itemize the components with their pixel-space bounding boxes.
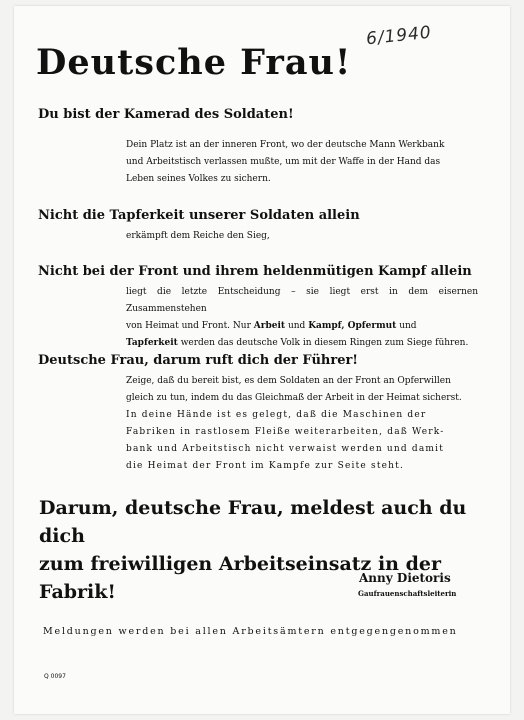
section1-line: Leben seines Volkes zu sichern. bbox=[126, 174, 271, 184]
section3-text bbox=[126, 284, 478, 352]
section4-line: bank und Arbeitstisch nicht verwaist werden und damit bbox=[126, 444, 445, 454]
section4-line: Zeige, daß du bereit bist, es dem Soldaten an der Front an Opferwillen bbox=[126, 376, 451, 386]
section1-text bbox=[126, 137, 478, 188]
section3-heading: Nicht bei der Front und ihrem heldenmütigen Kampf allein bbox=[38, 264, 472, 279]
section3-line: liegt die letzte Entscheidung – sie liegt erst in dem eisernen Zusammenstehen bbox=[126, 287, 478, 314]
section2-text: erkämpft dem Reiche den Sieg, bbox=[126, 231, 270, 241]
text-segment: von Heimat und Front. Nur bbox=[126, 321, 251, 331]
signature-role: Gaufrauenschaftsleiterin bbox=[358, 589, 457, 598]
handwritten-annotation: 6/1940 bbox=[365, 22, 433, 50]
emphasis-text: Tapferkeit bbox=[126, 338, 178, 348]
section4-line: Fabriken in rastlosem Fleiße weiterarbeiten, daß Werk- bbox=[126, 427, 445, 437]
signature-name: Anny Dietoris bbox=[359, 571, 451, 585]
callout-line: Darum, deutsche Frau, meldest auch du dich bbox=[39, 497, 467, 547]
section3-line bbox=[126, 318, 478, 335]
section1-heading: Du bist der Kamerad des Soldaten! bbox=[38, 107, 294, 122]
section4-heading: Deutsche Frau, darum ruft dich der Führer! bbox=[38, 353, 359, 368]
section4-text bbox=[126, 373, 478, 475]
emphasis-text: Arbeit bbox=[253, 321, 286, 331]
section4-line: gleich zu tun, indem du das Gleichmaß der Arbeit in der Heimat sicherst. bbox=[126, 393, 462, 403]
section1-line: und Arbeitstisch verlassen mußte, um mit der Waffe in der Hand das bbox=[126, 157, 441, 167]
section3-line bbox=[126, 335, 478, 352]
section1-line: Dein Platz ist an der inneren Front, wo der deutsche Mann Werkbank bbox=[126, 140, 445, 150]
section4-line: die Heimat der Front im Kampfe zur Seite steht. bbox=[126, 461, 405, 471]
text-segment: werden das deutsche Volk in diesem Ringen zum Siege führen. bbox=[180, 338, 469, 348]
text-segment: und bbox=[287, 321, 306, 331]
section4-line: In deine Hände ist es gelegt, daß die Maschinen der bbox=[126, 410, 427, 420]
section2-heading: Nicht die Tapferkeit unserer Soldaten allein bbox=[38, 208, 360, 223]
emphasis-text: Kampf, Opfermut bbox=[308, 321, 397, 331]
print-code: Q 0097 bbox=[44, 673, 66, 680]
poster-title: Deutsche Frau! bbox=[36, 42, 352, 83]
footer-notice: Meldungen werden bei allen Arbeitsämtern entgegengenommen bbox=[43, 626, 458, 637]
text-segment: und bbox=[399, 321, 417, 331]
callout-line: zum freiwilligen Arbeitseinsatz in der Fabrik! bbox=[39, 553, 441, 603]
